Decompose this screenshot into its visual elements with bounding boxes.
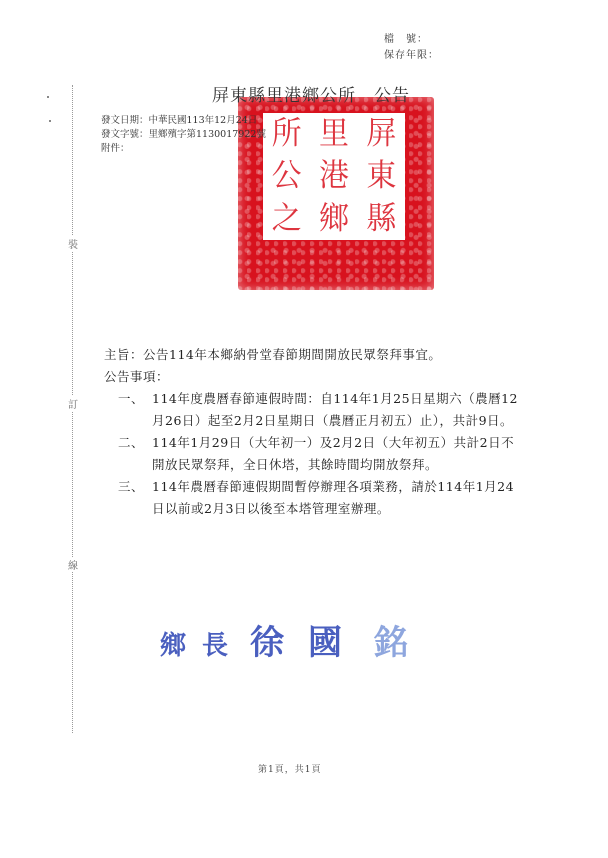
- binding-mark-zhuang: 裝: [66, 236, 80, 251]
- punch-mark: [47, 96, 49, 98]
- items-heading: 公告事項：: [104, 369, 170, 384]
- binding-mark-xian: 線: [66, 557, 80, 572]
- document-title: 屏東縣里港鄉公所 公告: [212, 86, 410, 106]
- document-number: 發文字號：里鄉殯字第1130017922號: [101, 129, 266, 140]
- subject-line: 主旨：公告114年本鄉納骨堂春節期間開放民眾祭拜事宜。: [104, 347, 442, 362]
- file-number-label: 檔 號：: [384, 34, 428, 45]
- announcement-item: [118, 476, 524, 520]
- announcement-item: [118, 388, 524, 432]
- signature-name-char: 徐: [250, 623, 287, 663]
- official-seal-stamp: [238, 97, 434, 290]
- seal-char: 港: [318, 157, 349, 195]
- seal-char: 公: [271, 157, 302, 195]
- item-text: 114年農曆春節連假期間暫停辦理各項業務，請於114年1月24日以前或2月3日以後至本塔管理室辦理。: [152, 479, 515, 516]
- signature-title-char: 長: [202, 631, 231, 661]
- announcement-item: [118, 432, 524, 476]
- page-number: 第1頁，共1頁: [258, 765, 322, 775]
- announcement-body: [104, 344, 524, 520]
- item-number: 二、: [118, 435, 145, 450]
- item-number: 三、: [118, 479, 145, 494]
- punch-mark: [49, 120, 51, 122]
- seal-char: 里: [318, 115, 349, 152]
- item-text: 114年1月29日（大年初一）及2月2日（大年初五）共計2日不開放民眾祭拜，全日休塔，其餘時間均開放祭拜。: [152, 435, 515, 472]
- seal-characters: [263, 113, 405, 240]
- binding-mark-ding: 訂: [66, 396, 80, 411]
- seal-char: 東: [366, 157, 397, 195]
- signature-name-char: 銘: [374, 623, 411, 663]
- item-text: 114年度農曆春節連假時間：自114年1月25日星期六（農曆12月26日）起至2月2日星期日（農曆正月初五）止），共計9日。: [152, 391, 518, 428]
- seal-char: 屏: [366, 115, 397, 152]
- seal-char: 縣: [366, 199, 397, 237]
- signature-title-char: 鄉: [160, 631, 189, 661]
- attachment-label: 附件：: [101, 143, 130, 154]
- signature-name-char: 國: [308, 623, 345, 663]
- document-meta: [101, 114, 266, 156]
- seal-char: 鄉: [318, 199, 349, 237]
- seal-char: 所: [271, 115, 302, 152]
- seal-char: 之: [271, 199, 302, 237]
- archive-info: [384, 32, 439, 64]
- mayor-signature-stamp: [160, 615, 410, 664]
- item-number: 一、: [118, 391, 145, 406]
- retention-label: 保存年限：: [384, 50, 439, 61]
- issue-date: 發文日期：中華民國113年12月24日: [101, 115, 258, 126]
